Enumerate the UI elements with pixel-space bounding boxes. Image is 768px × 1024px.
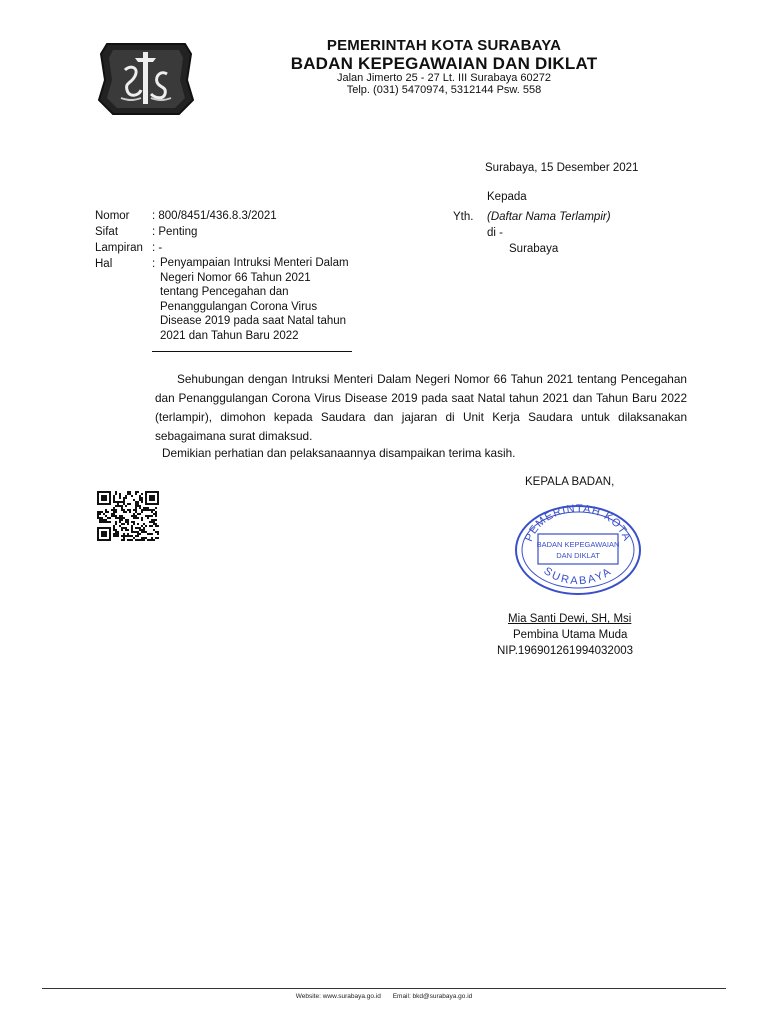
qr-module: [133, 521, 135, 523]
qr-module: [121, 507, 123, 509]
qr-module: [105, 509, 107, 511]
qr-module: [131, 527, 133, 529]
qr-module: [139, 533, 141, 535]
qr-module: [101, 519, 103, 521]
qr-module: [151, 515, 153, 517]
qr-module: [99, 519, 101, 521]
qr-module: [149, 539, 151, 541]
qr-module: [141, 539, 143, 541]
qr-module: [123, 523, 125, 525]
qr-module: [113, 525, 115, 527]
nomor-label: Nomor: [95, 210, 130, 222]
qr-module: [143, 507, 145, 509]
qr-module: [115, 523, 117, 525]
lampiran-value: : -: [152, 242, 163, 254]
qr-module: [139, 499, 141, 501]
qr-module: [119, 517, 121, 519]
qr-module: [153, 523, 155, 525]
stamp-center-line2: DAN DIKLAT: [556, 551, 600, 560]
qr-module: [119, 515, 121, 517]
qr-module: [123, 503, 125, 505]
qr-module: [137, 533, 139, 535]
qr-module: [113, 499, 115, 501]
qr-module: [131, 495, 133, 497]
qr-module: [143, 539, 145, 541]
qr-module: [135, 531, 137, 533]
recipient-di: di -: [487, 227, 503, 239]
qr-module: [121, 535, 123, 537]
nomor-value: : 800/8451/436.8.3/2021: [152, 210, 277, 222]
qr-module: [139, 495, 141, 497]
qr-module: [115, 517, 117, 519]
qr-module: [113, 507, 115, 509]
qr-module: [151, 539, 153, 541]
qr-module: [153, 519, 155, 521]
qr-module: [125, 505, 127, 507]
qr-module: [137, 531, 139, 533]
qr-module: [119, 495, 121, 497]
lampiran-label: Lampiran: [95, 242, 143, 254]
qr-module: [139, 513, 141, 515]
qr-module: [137, 517, 139, 519]
qr-module: [131, 529, 133, 531]
qr-module: [137, 539, 139, 541]
yth-label: Yth.: [453, 211, 474, 223]
qr-module: [151, 525, 153, 527]
qr-module: [125, 497, 127, 499]
footer-email: Email: bkd@surabaya.go.id: [392, 993, 473, 1000]
qr-module: [127, 529, 129, 531]
qr-module: [131, 539, 133, 541]
qr-module: [155, 515, 157, 517]
qr-module: [145, 531, 147, 533]
qr-module: [107, 517, 109, 519]
footer: [0, 993, 768, 1000]
qr-module: [115, 535, 117, 537]
qr-module: [127, 503, 129, 505]
stamp-top-text: PEMERINTAH KOTA: [522, 502, 634, 544]
qr-module: [131, 525, 133, 527]
qr-module: [121, 517, 123, 519]
qr-module: [97, 513, 99, 515]
qr-module: [135, 503, 137, 505]
qr-module: [141, 499, 143, 501]
qr-module: [153, 513, 155, 515]
qr-module: [127, 521, 129, 523]
qr-module: [113, 497, 115, 499]
qr-module: [109, 521, 111, 523]
qr-module: [131, 521, 133, 523]
qr-module: [141, 497, 143, 499]
qr-module: [135, 493, 137, 495]
qr-module: [123, 527, 125, 529]
qr-module: [125, 521, 127, 523]
qr-module: [135, 511, 137, 513]
qr-module: [139, 507, 141, 509]
qr-module: [127, 519, 129, 521]
qr-module: [145, 515, 147, 517]
recipient-city: Surabaya: [509, 243, 559, 255]
qr-module: [105, 521, 107, 523]
qr-module: [157, 533, 159, 535]
qr-module: [127, 523, 129, 525]
qr-module: [129, 493, 131, 495]
qr-module: [155, 531, 157, 533]
qr-module: [151, 521, 153, 523]
qr-module: [115, 533, 117, 535]
qr-module: [113, 535, 115, 537]
qr-module: [115, 493, 117, 495]
qr-module: [139, 529, 141, 531]
qr-module: [141, 509, 143, 511]
qr-module: [127, 533, 129, 535]
qr-module: [133, 531, 135, 533]
qr-module: [145, 507, 147, 509]
qr-module: [131, 535, 133, 537]
qr-module: [117, 535, 119, 537]
qr-module: [155, 523, 157, 525]
qr-module: [145, 537, 147, 539]
qr-module: [149, 533, 151, 535]
agency-phone: Telp. (031) 5470974, 5312144 Psw. 558: [346, 84, 542, 96]
qr-module: [121, 509, 123, 511]
stamp-center-line1: BADAN KEPEGAWAIAN: [536, 540, 620, 549]
qr-module: [107, 521, 109, 523]
qr-module: [127, 535, 129, 537]
qr-module: [117, 503, 119, 505]
qr-module: [147, 517, 149, 519]
qr-module: [129, 509, 131, 511]
qr-module: [115, 521, 117, 523]
qr-module: [149, 509, 151, 511]
qr-module: [149, 521, 151, 523]
qr-module: [101, 521, 103, 523]
qr-module: [121, 515, 123, 517]
qr-module: [123, 533, 125, 535]
qr-module: [141, 501, 143, 503]
qr-module: [131, 531, 133, 533]
qr-module: [119, 501, 121, 503]
qr-module: [151, 533, 153, 535]
qr-module: [135, 501, 137, 503]
qr-module: [155, 513, 157, 515]
qr-module: [117, 533, 119, 535]
qr-module: [111, 513, 113, 515]
recipient-label: Kepada: [487, 191, 527, 203]
qr-module: [121, 519, 123, 521]
qr-module: [127, 493, 129, 495]
qr-module: [139, 539, 141, 541]
qr-module: [135, 491, 137, 493]
qr-module: [137, 535, 139, 537]
qr-module: [143, 531, 145, 533]
qr-module: [147, 509, 149, 511]
qr-module: [115, 529, 117, 531]
qr-module: [135, 517, 137, 519]
qr-module: [129, 491, 131, 493]
qr-module: [135, 535, 137, 537]
qr-module: [153, 529, 155, 531]
qr-module: [111, 509, 113, 511]
qr-module: [135, 505, 137, 507]
qr-module: [151, 537, 153, 539]
qr-module: [135, 515, 137, 517]
qr-module: [141, 525, 143, 527]
qr-module: [119, 497, 121, 499]
qr-module: [109, 517, 111, 519]
qr-module: [129, 535, 131, 537]
qr-module: [103, 513, 105, 515]
qr-module: [119, 521, 121, 523]
qr-module: [141, 537, 143, 539]
qr-module: [141, 519, 143, 521]
qr-module: [117, 517, 119, 519]
qr-module: [113, 527, 115, 529]
qr-module: [137, 503, 139, 505]
qr-module: [113, 495, 115, 497]
qr-module: [147, 507, 149, 509]
qr-module: [113, 513, 115, 515]
qr-module: [147, 515, 149, 517]
qr-module: [117, 505, 119, 507]
qr-module: [103, 521, 105, 523]
hal-colon: :: [152, 258, 156, 270]
qr-module: [137, 523, 139, 525]
stamp-bottom-text: SURABAYA: [541, 565, 615, 588]
recipient-name: (Daftar Nama Terlampir): [487, 211, 611, 223]
qr-module: [135, 527, 137, 529]
official-stamp: [512, 500, 644, 596]
qr-module: [99, 521, 101, 523]
qr-module: [137, 527, 139, 529]
qr-module: [147, 539, 149, 541]
qr-module: [121, 539, 123, 541]
qr-module: [113, 533, 115, 535]
qr-module: [121, 505, 123, 507]
qr-module: [103, 519, 105, 521]
signer-nip: NIP.196901261994032003: [497, 645, 634, 657]
sifat-label: Sifat: [95, 226, 119, 238]
qr-module: [115, 509, 117, 511]
qr-module: [149, 525, 151, 527]
qr-module: [153, 521, 155, 523]
qr-module: [135, 509, 137, 511]
qr-module: [133, 509, 135, 511]
qr-module: [143, 529, 145, 531]
qr-module: [123, 535, 125, 537]
qr-module: [123, 517, 125, 519]
qr-module: [137, 505, 139, 507]
qr-finder-pattern: [97, 491, 111, 505]
qr-module: [147, 533, 149, 535]
qr-module: [105, 511, 107, 513]
qr-module: [121, 501, 123, 503]
qr-module: [123, 509, 125, 511]
city-emblem-logo: [95, 40, 197, 118]
qr-module: [133, 523, 135, 525]
qr-module: [125, 527, 127, 529]
svg-text:PEMERINTAH KOTA: [523, 503, 633, 543]
qr-module: [125, 511, 127, 513]
qr-module: [141, 493, 143, 495]
qr-module: [123, 537, 125, 539]
qr-module: [145, 525, 147, 527]
letter-date: Surabaya, 15 Desember 2021: [485, 162, 639, 174]
qr-module: [97, 515, 99, 517]
qr-module: [113, 509, 115, 511]
qr-module: [133, 499, 135, 501]
qr-module: [155, 519, 157, 521]
qr-module: [139, 497, 141, 499]
qr-module: [115, 501, 117, 503]
qr-module: [101, 517, 103, 519]
qr-module: [127, 491, 129, 493]
qr-module: [129, 511, 131, 513]
qr-module: [115, 511, 117, 513]
qr-module: [157, 525, 159, 527]
qr-module: [125, 535, 127, 537]
qr-module: [157, 537, 159, 539]
qr-module: [125, 495, 127, 497]
qr-module: [127, 509, 129, 511]
qr-module: [115, 515, 117, 517]
qr-module: [143, 527, 145, 529]
qr-module: [119, 505, 121, 507]
qr-module: [153, 509, 155, 511]
qr-module: [121, 529, 123, 531]
letter-closing: Demikian perhatian dan pelaksanaannya disampaikan terima kasih.: [162, 446, 516, 460]
qr-module: [137, 501, 139, 503]
qr-module: [129, 539, 131, 541]
qr-module: [151, 519, 153, 521]
qr-module: [141, 531, 143, 533]
qr-module: [127, 539, 129, 541]
qr-module: [107, 511, 109, 513]
qr-module: [153, 539, 155, 541]
agency-name: BADAN KEPEGAWAIAN DAN DIKLAT: [290, 54, 598, 73]
qr-module: [105, 519, 107, 521]
qr-module: [99, 513, 101, 515]
hal-label: Hal: [95, 258, 113, 270]
qr-module: [123, 511, 125, 513]
qr-module: [137, 491, 139, 493]
government-name: PEMERINTAH KOTA SURABAYA: [326, 37, 562, 54]
qr-module: [105, 515, 107, 517]
signer-name: Mia Santi Dewi, SH, Msi: [508, 613, 632, 625]
qr-module: [129, 503, 131, 505]
qr-module: [151, 511, 153, 513]
qr-module: [125, 519, 127, 521]
qr-module: [137, 513, 139, 515]
hal-value: Penyampaian Intruksi Menteri Dalam Negeri Nomor 66 Tahun 2021 tentang Pencegahan dan Penanggulangan Corona Virus Disease 2019 pada saat Natal tahun 2021 dan Tahun Baru 2022: [160, 257, 349, 342]
qr-module: [139, 527, 141, 529]
qr-module: [111, 515, 113, 517]
footer-website: Website: www.surabaya.go.id: [295, 993, 381, 1000]
qr-module: [149, 515, 151, 517]
qr-module: [143, 509, 145, 511]
qr-module: [157, 531, 159, 533]
qr-module: [97, 517, 99, 519]
qr-module: [139, 505, 141, 507]
qr-module: [143, 523, 145, 525]
qr-module: [121, 527, 123, 529]
qr-module: [151, 509, 153, 511]
qr-module: [117, 531, 119, 533]
qr-module: [125, 529, 127, 531]
qr-module: [141, 511, 143, 513]
qr-module: [145, 509, 147, 511]
qr-module: [155, 525, 157, 527]
qr-finder-pattern: [145, 491, 159, 505]
qr-module: [113, 515, 115, 517]
footer-divider: [42, 988, 726, 989]
qr-module: [117, 501, 119, 503]
agency-address: Jalan Jimerto 25 - 27 Lt. III Surabaya 60272: [336, 72, 552, 84]
qr-code: [97, 491, 159, 541]
qr-module: [119, 493, 121, 495]
qr-module: [123, 501, 125, 503]
sifat-value: : Penting: [152, 226, 198, 238]
qr-module: [141, 529, 143, 531]
qr-module: [121, 523, 123, 525]
qr-module: [141, 517, 143, 519]
hal-underline: [152, 351, 352, 352]
qr-module: [119, 519, 121, 521]
qr-module: [135, 507, 137, 509]
qr-module: [99, 511, 101, 513]
qr-module: [115, 531, 117, 533]
qr-module: [101, 511, 103, 513]
qr-module: [133, 513, 135, 515]
qr-module: [155, 537, 157, 539]
qr-module: [97, 511, 99, 513]
qr-module: [115, 505, 117, 507]
qr-module: [115, 491, 117, 493]
qr-module: [113, 529, 115, 531]
qr-module: [123, 539, 125, 541]
qr-module: [155, 507, 157, 509]
qr-module: [113, 511, 115, 513]
qr-finder-pattern: [97, 527, 111, 541]
qr-module: [113, 501, 115, 503]
letter-body: Sehubungan dengan Intruksi Menteri Dalam Negeri Nomor 66 Tahun 2021 tentang Pencegahan dan Penanggulangan Corona Virus Disease 2019 pada saat Natal tahun 2021 dan Tahun Baru 2022 (terlampir), dimohon kepada Saudara dan jajaran di Unit Kerja Saudara untuk dilaksanakan sebagaimana surat dimaksud.: [155, 372, 687, 443]
qr-module: [119, 525, 121, 527]
signer-title: KEPALA BADAN,: [525, 476, 615, 488]
qr-module: [99, 517, 101, 519]
qr-module: [123, 497, 125, 499]
qr-module: [131, 515, 133, 517]
qr-module: [143, 537, 145, 539]
signer-rank: Pembina Utama Muda: [513, 629, 628, 641]
qr-module: [155, 511, 157, 513]
qr-module: [133, 537, 135, 539]
qr-module: [123, 499, 125, 501]
qr-module: [135, 539, 137, 541]
qr-module: [133, 515, 135, 517]
qr-module: [133, 517, 135, 519]
